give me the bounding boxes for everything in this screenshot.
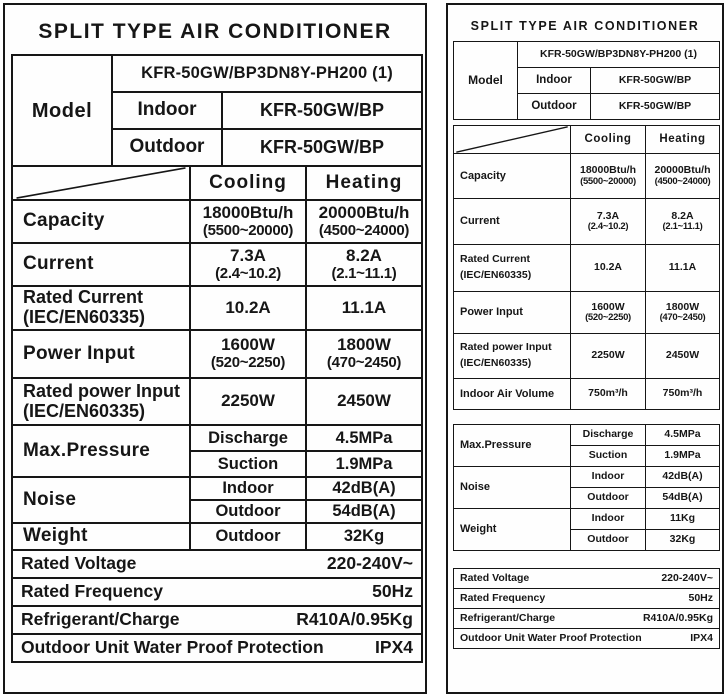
refrigerant-label: Refrigerant/Charge	[21, 609, 180, 630]
waterproof-value: IPX4	[375, 637, 413, 658]
weight-label: Weight	[454, 509, 571, 551]
noise-indoor-value: 42dB(A)	[646, 467, 720, 488]
model-outdoor-value: KFR-50GW/BP	[222, 129, 422, 166]
indoor-air-volume-label: Indoor Air Volume	[454, 379, 571, 410]
waterproof-value: IPX4	[690, 631, 713, 644]
rated-power-row	[454, 334, 720, 379]
weight-indoor-value: 11Kg	[646, 509, 720, 530]
pressure-discharge-row	[454, 425, 720, 446]
noise-outdoor-value: 54dB(A)	[306, 500, 422, 523]
rated-voltage-label: Rated Voltage	[460, 571, 530, 584]
rated-frequency-row	[454, 589, 720, 609]
waterproof-label: Outdoor Unit Water Proof Protection	[21, 637, 324, 658]
rated-voltage-row	[454, 569, 720, 589]
weight-outdoor-label: Outdoor	[571, 530, 646, 551]
noise-indoor-value: 42dB(A)	[306, 477, 422, 500]
noise-indoor-label: Indoor	[571, 467, 646, 488]
right-model-table	[453, 41, 720, 120]
power-input-heating: 1800W (470~2450)	[646, 292, 720, 334]
rated-voltage-label: Rated Voltage	[21, 553, 137, 574]
suction-value: 1.9MPa	[646, 446, 720, 467]
rated-current-heating: 11.1A	[306, 286, 422, 330]
current-heating: 8.2A (2.1~11.1)	[646, 199, 720, 245]
model-full-row	[12, 55, 422, 92]
model-outdoor-label: Outdoor	[518, 94, 591, 120]
rated-frequency-value: 50Hz	[688, 591, 713, 604]
left-spec-table	[11, 165, 423, 663]
right-footer-table	[453, 568, 720, 649]
rated-power-row	[12, 378, 422, 425]
noise-outdoor-value: 54dB(A)	[646, 488, 720, 509]
power-input-cooling: 1600W (520~2250)	[571, 292, 646, 334]
right-pressure-noise-weight-table	[453, 424, 720, 551]
model-outdoor-label: Outdoor	[112, 129, 222, 166]
noise-outdoor-label: Outdoor	[571, 488, 646, 509]
power-input-heating: 1800W (470~2450)	[306, 330, 422, 378]
heating-column-header: Heating	[646, 126, 720, 154]
model-full-value: KFR-50GW/BP3DN8Y-PH200 (1)	[518, 42, 720, 68]
diagonal-line-icon	[454, 126, 570, 153]
rated-frequency-row	[12, 578, 422, 606]
refrigerant-row	[454, 609, 720, 629]
refrigerant-value: R410A/0.95Kg	[296, 609, 413, 630]
left-title: SPLIT TYPE AIR CONDITIONER	[38, 20, 392, 43]
rated-current-label: Rated Current (IEC/EN60335)	[454, 245, 571, 292]
model-full-value: KFR-50GW/BP3DN8Y-PH200 (1)	[112, 55, 422, 92]
rated-power-cooling: 2250W	[571, 334, 646, 379]
right-spec-plate	[446, 3, 724, 694]
current-heating: 8.2A (2.1~11.1)	[306, 243, 422, 286]
rated-power-heating: 2450W	[306, 378, 422, 425]
power-input-row	[12, 330, 422, 378]
discharge-value: 4.5MPa	[646, 425, 720, 446]
waterproof-row	[12, 634, 422, 662]
column-header-row	[454, 126, 720, 154]
indoor-air-volume-cooling: 750m³/h	[571, 379, 646, 410]
rated-voltage-row	[12, 550, 422, 578]
capacity-row	[454, 154, 720, 199]
capacity-cooling: 18000Btu/h (5500~20000)	[571, 154, 646, 199]
indoor-air-volume-heating: 750m³/h	[646, 379, 720, 410]
refrigerant-row	[12, 606, 422, 634]
discharge-value: 4.5MPa	[306, 425, 422, 451]
discharge-label: Discharge	[190, 425, 306, 451]
suction-label: Suction	[571, 446, 646, 467]
model-full-row	[454, 42, 720, 68]
heating-column-header: Heating	[306, 166, 422, 200]
indoor-air-volume-row	[454, 379, 720, 410]
rated-power-label: Rated power Input (IEC/EN60335)	[454, 334, 571, 379]
right-title: SPLIT TYPE AIR CONDITIONER	[470, 19, 700, 33]
rated-frequency-value: 50Hz	[372, 581, 413, 602]
max-pressure-label: Max.Pressure	[454, 425, 571, 467]
suction-value: 1.9MPa	[306, 451, 422, 477]
noise-indoor-label: Indoor	[190, 477, 306, 500]
weight-outdoor-value: 32Kg	[306, 523, 422, 550]
noise-outdoor-label: Outdoor	[190, 500, 306, 523]
weight-indoor-row	[454, 509, 720, 530]
model-indoor-value: KFR-50GW/BP	[222, 92, 422, 129]
suction-label: Suction	[190, 451, 306, 477]
rated-voltage-value: 220-240V~	[661, 571, 713, 584]
left-model-table	[11, 54, 423, 167]
noise-label: Noise	[454, 467, 571, 509]
current-cooling: 7.3A (2.4~10.2)	[571, 199, 646, 245]
rated-current-cooling: 10.2A	[190, 286, 306, 330]
waterproof-label: Outdoor Unit Water Proof Protection	[460, 631, 642, 644]
current-label: Current	[12, 243, 190, 286]
current-label: Current	[454, 199, 571, 245]
capacity-cooling: 18000Btu/h (5500~20000)	[190, 200, 306, 243]
model-indoor-value: KFR-50GW/BP	[591, 68, 720, 94]
rated-current-heating: 11.1A	[646, 245, 720, 292]
max-pressure-label: Max.Pressure	[12, 425, 190, 477]
current-row	[454, 199, 720, 245]
power-input-cooling: 1600W (520~2250)	[190, 330, 306, 378]
rated-current-row	[12, 286, 422, 330]
capacity-row	[12, 200, 422, 243]
power-input-label: Power Input	[454, 292, 571, 334]
weight-outdoor-value: 32Kg	[646, 530, 720, 551]
weight-label: Weight	[12, 523, 190, 550]
diagonal-header-cell	[12, 166, 190, 200]
capacity-heating: 20000Btu/h (4500~24000)	[306, 200, 422, 243]
right-spec-table	[453, 125, 720, 410]
current-row	[12, 243, 422, 286]
model-indoor-label: Indoor	[518, 68, 591, 94]
model-label: Model	[454, 42, 518, 120]
rated-power-cooling: 2250W	[190, 378, 306, 425]
noise-indoor-row	[454, 467, 720, 488]
capacity-label: Capacity	[454, 154, 571, 199]
rated-current-row	[454, 245, 720, 292]
current-cooling: 7.3A (2.4~10.2)	[190, 243, 306, 286]
noise-label: Noise	[12, 477, 190, 523]
capacity-label: Capacity	[12, 200, 190, 243]
weight-row	[12, 523, 422, 550]
rated-power-label: Rated power Input (IEC/EN60335)	[12, 378, 190, 425]
model-indoor-label: Indoor	[112, 92, 222, 129]
rated-frequency-label: Rated Frequency	[21, 581, 163, 602]
rated-voltage-value: 220-240V~	[326, 553, 413, 574]
capacity-heating: 20000Btu/h (4500~24000)	[646, 154, 720, 199]
rated-power-heating: 2450W	[646, 334, 720, 379]
rated-frequency-label: Rated Frequency	[460, 591, 546, 604]
discharge-label: Discharge	[571, 425, 646, 446]
rated-current-cooling: 10.2A	[571, 245, 646, 292]
left-spec-plate	[3, 3, 427, 694]
weight-indoor-label: Indoor	[571, 509, 646, 530]
model-outdoor-value: KFR-50GW/BP	[591, 94, 720, 120]
refrigerant-label: Refrigerant/Charge	[460, 611, 556, 624]
cooling-column-header: Cooling	[190, 166, 306, 200]
weight-outdoor-label: Outdoor	[190, 523, 306, 550]
column-header-row	[12, 166, 422, 200]
noise-indoor-row	[12, 477, 422, 500]
waterproof-row	[454, 629, 720, 649]
power-input-label: Power Input	[12, 330, 190, 378]
model-label: Model	[12, 55, 112, 166]
rated-current-label: Rated Current (IEC/EN60335)	[12, 286, 190, 330]
diagonal-header-cell	[454, 126, 571, 154]
power-input-row	[454, 292, 720, 334]
pressure-discharge-row	[12, 425, 422, 451]
refrigerant-value: R410A/0.95Kg	[642, 611, 713, 624]
cooling-column-header: Cooling	[571, 126, 646, 154]
diagonal-line-icon	[13, 167, 189, 199]
